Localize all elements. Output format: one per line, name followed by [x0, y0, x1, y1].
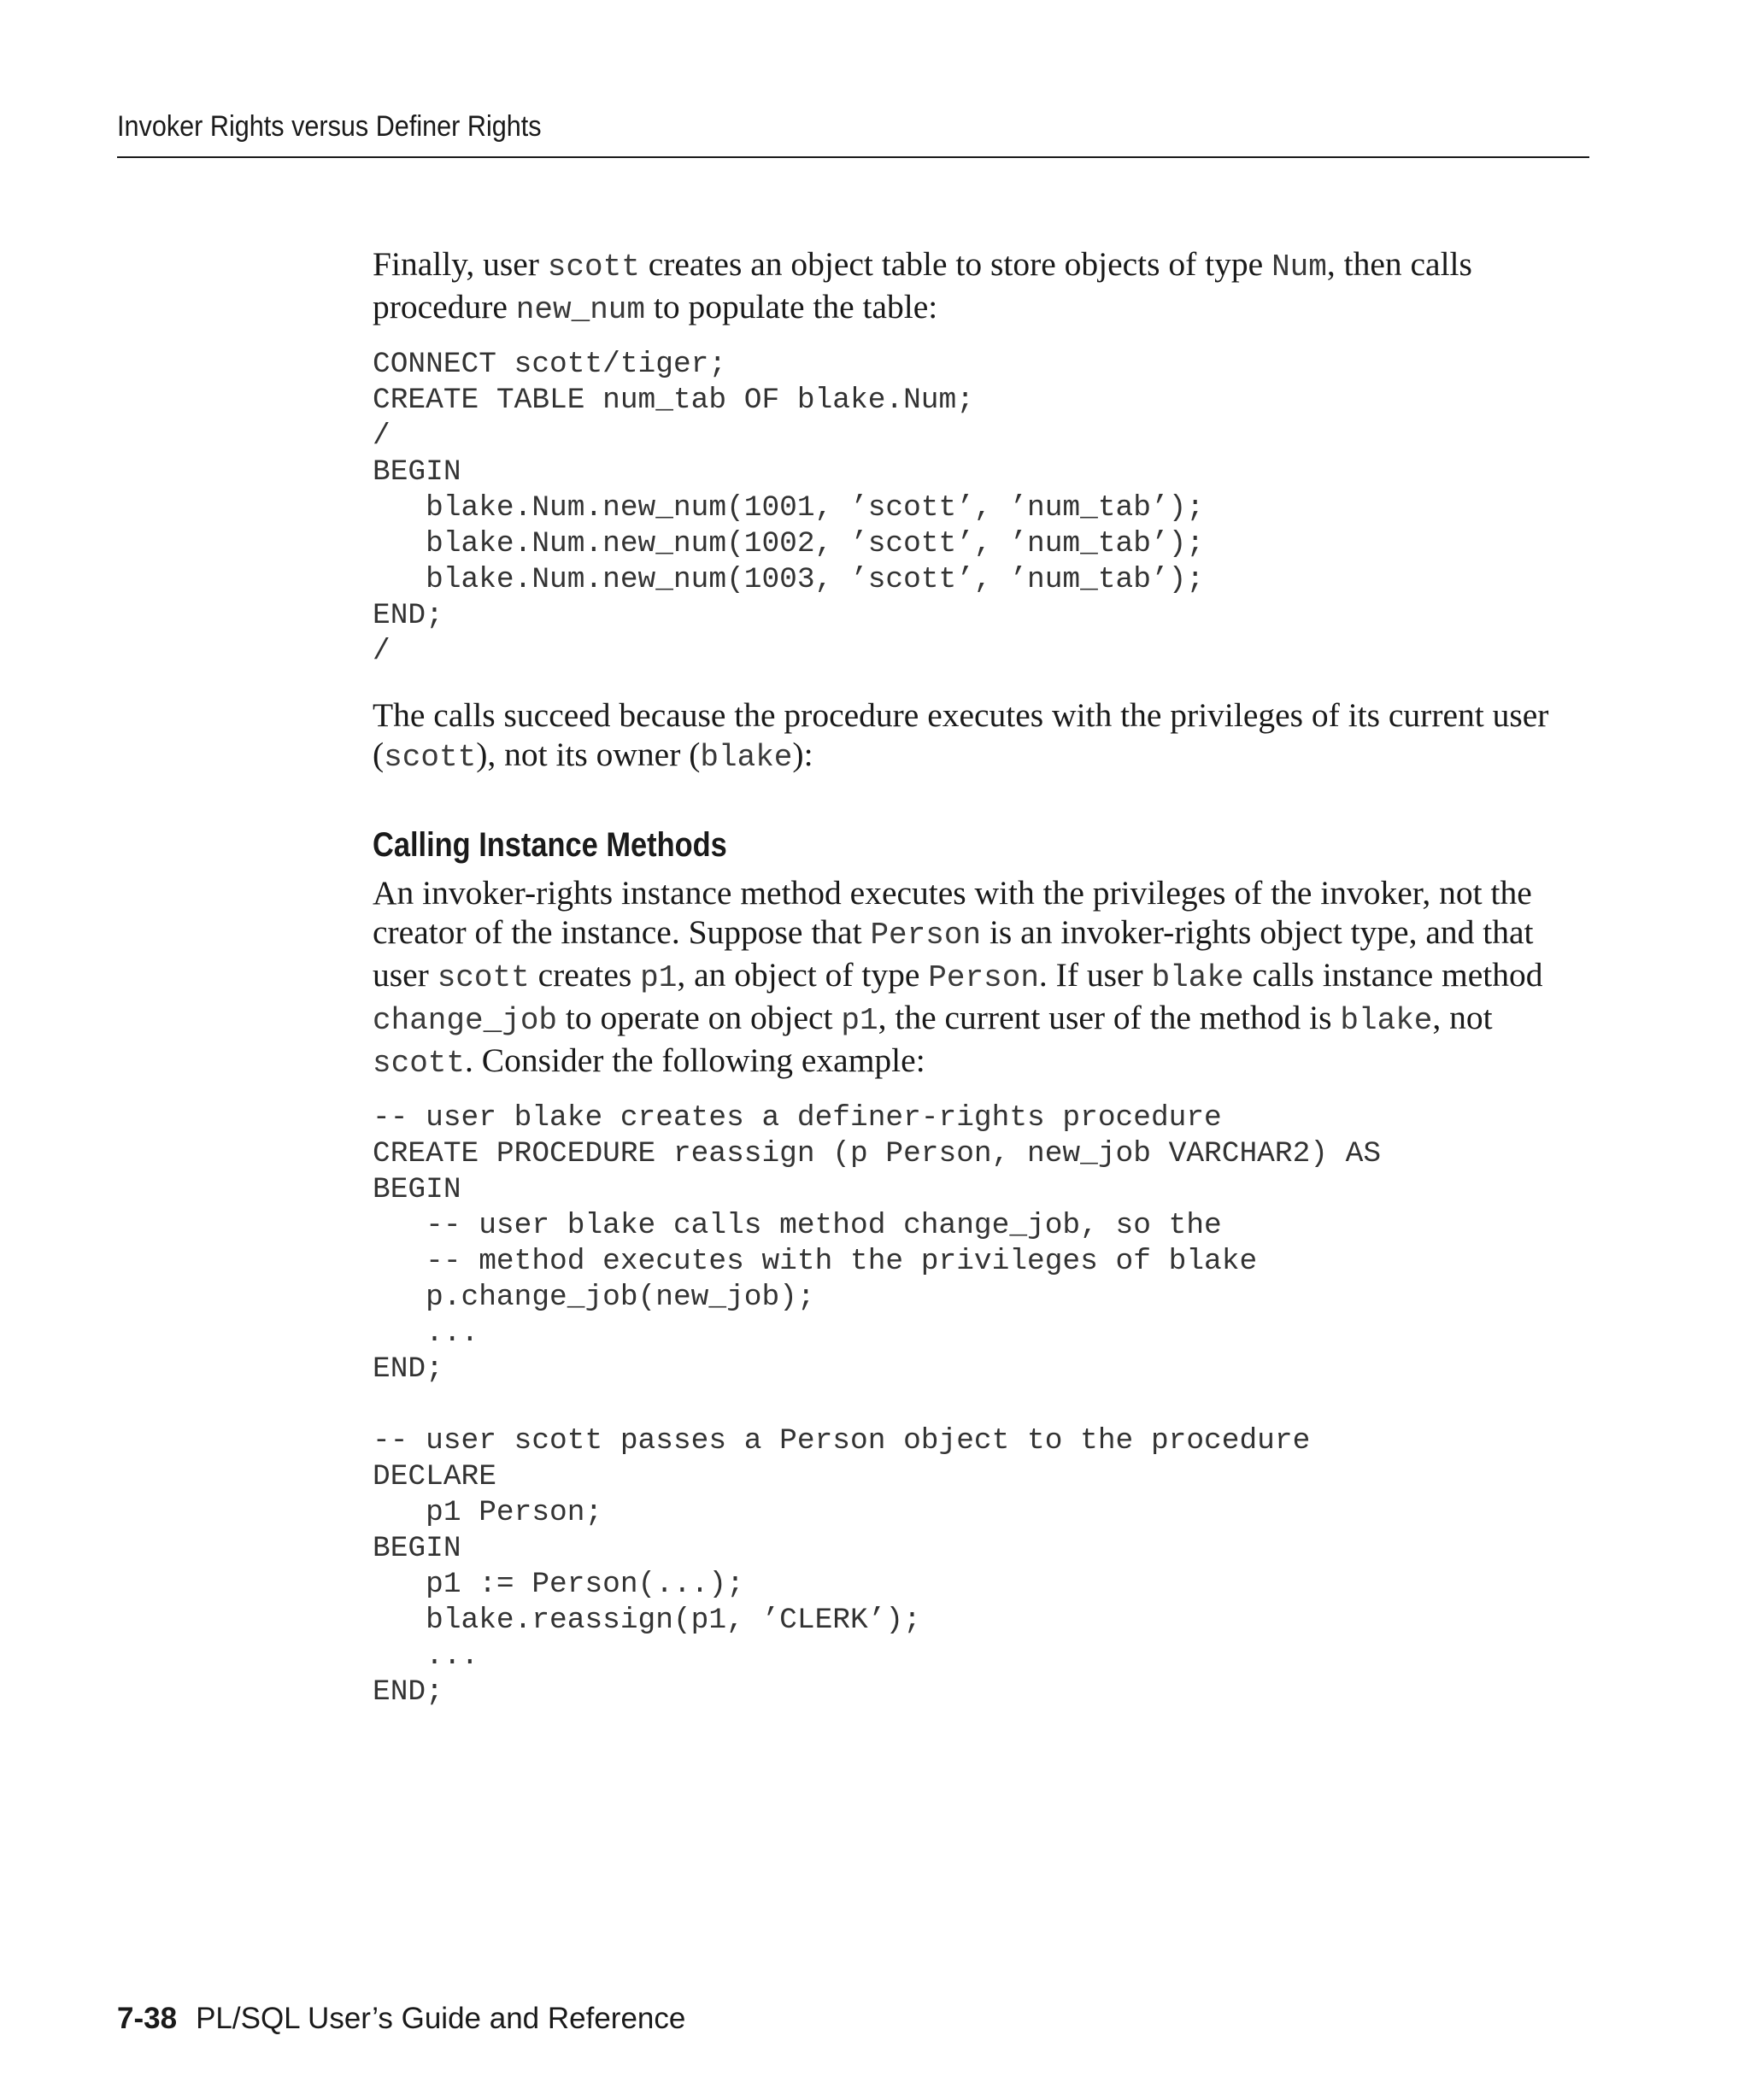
text-run: . Consider the following example:: [465, 1041, 925, 1079]
text-run: , an object of type: [677, 956, 929, 994]
text-run: The calls succeed because the procedure executes with the privileges of its current user (: [373, 696, 1549, 773]
code-block-populate-table: [373, 347, 1589, 670]
code-line: -- user scott passes a Person object to the procedure: [373, 1424, 1311, 1458]
code-line: blake.reassign(p1, ’CLERK’);: [373, 1604, 921, 1637]
text-run: ):: [792, 736, 813, 773]
inline-code: scott: [437, 960, 530, 995]
code-line: ...: [373, 1640, 479, 1673]
text-run: , the current user of the method is: [878, 999, 1341, 1036]
inline-code: p1: [640, 960, 678, 995]
code-line: p1 Person;: [373, 1496, 603, 1529]
header-rule: [117, 156, 1589, 158]
code-line: p.change_job(new_job);: [373, 1281, 815, 1314]
code-block-reassign-example: [373, 1100, 1589, 1710]
explanation-paragraph: [373, 695, 1589, 777]
code-line: END;: [373, 599, 443, 632]
code-line: BEGIN: [373, 455, 461, 489]
code-line: [373, 1387, 1589, 1423]
inline-code: scott: [547, 249, 640, 284]
text-run: , not: [1432, 999, 1493, 1036]
text-run: is an invoker-rights object type, and that user: [373, 913, 1534, 994]
inline-code: scott: [384, 740, 477, 775]
inline-code: Num: [1271, 249, 1327, 284]
code-line: /: [373, 635, 391, 668]
code-line: END;: [373, 1352, 443, 1386]
page-content: [373, 244, 1589, 1710]
text-run: , then calls procedure: [373, 245, 1472, 326]
inline-code: new_num: [515, 292, 646, 327]
inline-code: change_job: [373, 1003, 558, 1038]
running-header: Invoker Rights versus Definer Rights: [117, 110, 542, 143]
code-line: -- user blake creates a definer-rights procedure: [373, 1101, 1222, 1135]
code-line: -- user blake calls method change_job, so the: [373, 1209, 1222, 1242]
code-line: BEGIN: [373, 1532, 461, 1565]
text-run: creates: [529, 956, 641, 994]
inline-code: Person: [870, 918, 982, 953]
code-line: blake.Num.new_num(1002, ’scott’, ’num_tab’);: [373, 527, 1205, 560]
code-line: CONNECT scott/tiger;: [373, 348, 727, 381]
text-run: Finally, user: [373, 245, 548, 283]
code-line: CREATE PROCEDURE reassign (p Person, new_job VARCHAR2) AS: [373, 1137, 1382, 1170]
page-number: 7-38: [117, 2002, 178, 2035]
instance-methods-paragraph: [373, 873, 1589, 1083]
code-line: /: [373, 419, 391, 453]
code-line: ...: [373, 1317, 479, 1350]
text-run: calls instance method: [1243, 956, 1543, 994]
code-line: DECLARE: [373, 1460, 496, 1493]
code-line: BEGIN: [373, 1173, 461, 1206]
inline-code: scott: [373, 1046, 466, 1081]
inline-code: blake: [1340, 1003, 1433, 1038]
code-line: p1 := Person(...);: [373, 1568, 744, 1601]
text-run: . If user: [1038, 956, 1152, 994]
text-run: to operate on object: [557, 999, 842, 1036]
inline-code: blake: [700, 740, 793, 775]
inline-code: p1: [841, 1003, 878, 1038]
code-line: -- method executes with the privileges of blake: [373, 1245, 1258, 1278]
code-line: blake.Num.new_num(1001, ’scott’, ’num_tab’);: [373, 491, 1205, 525]
intro-paragraph: [373, 244, 1589, 330]
code-line: blake.Num.new_num(1003, ’scott’, ’num_tab’);: [373, 563, 1205, 596]
text-run: ), not its owner (: [476, 736, 701, 773]
page-footer: [117, 1999, 685, 2038]
section-heading: Calling Instance Methods: [373, 826, 727, 864]
code-line: END;: [373, 1675, 443, 1709]
code-line: CREATE TABLE num_tab OF blake.Num;: [373, 384, 974, 417]
text-run: to populate the table:: [645, 288, 938, 326]
inline-code: Person: [928, 960, 1039, 995]
book-title: PL/SQL User’s Guide and Reference: [196, 2002, 686, 2035]
inline-code: blake: [1151, 960, 1244, 995]
text-run: An invoker-rights instance method executes with the privileges of the invoker, not the creator of the instance. Suppose that: [373, 874, 1532, 951]
text-run: creates an object table to store objects of type: [639, 245, 1272, 283]
